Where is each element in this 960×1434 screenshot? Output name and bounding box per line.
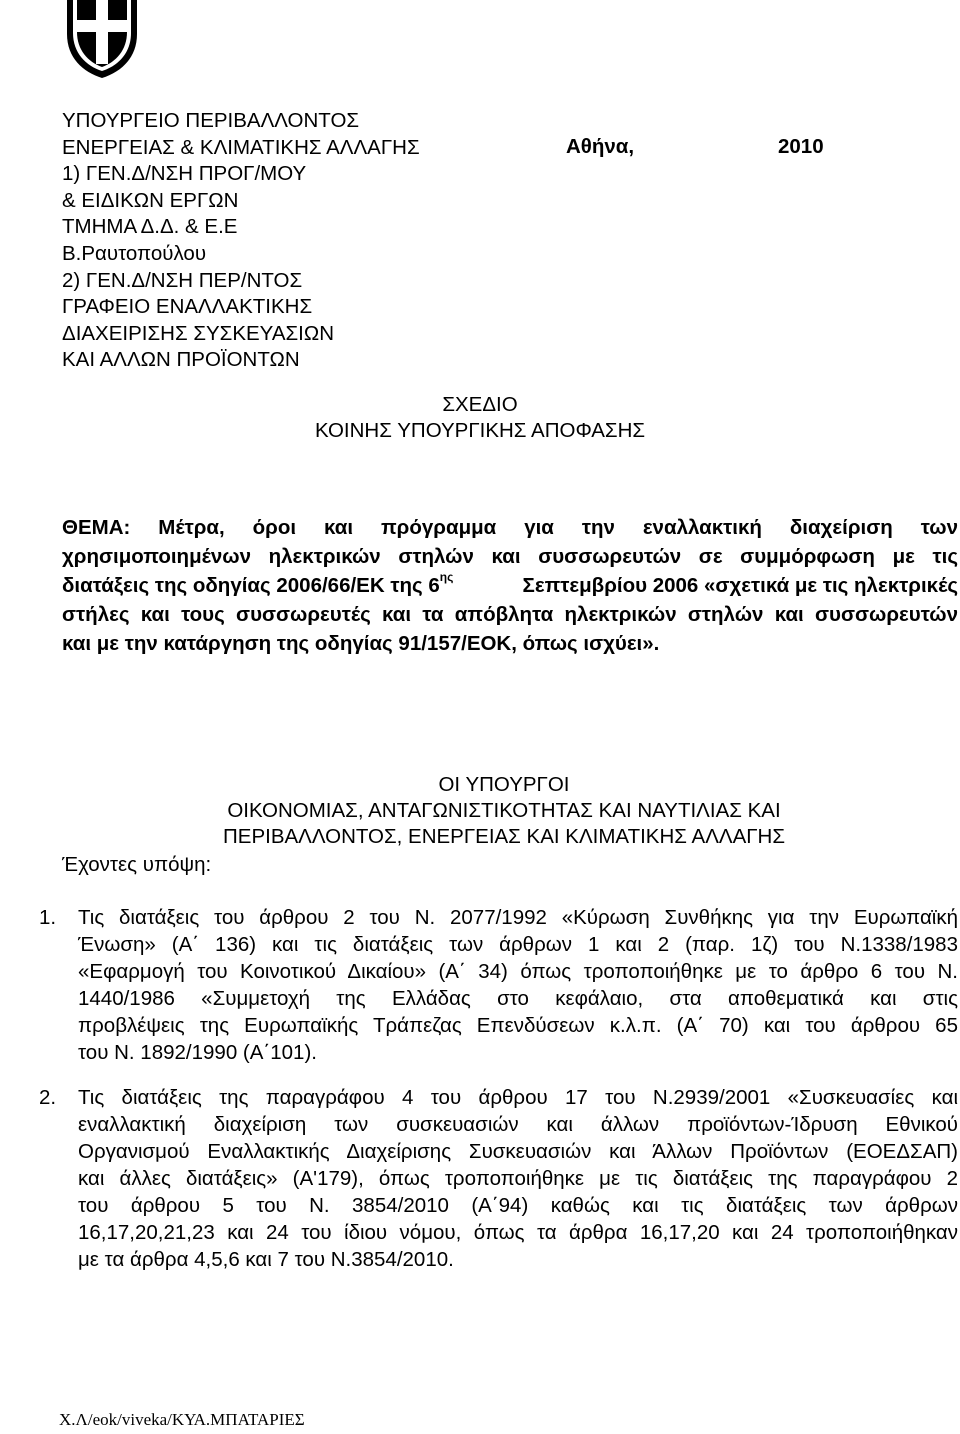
- item-line: Ένωση» (Α΄ 136) και τις διατάξεις των άρθρων 1 και 2 (παρ. 1ζ) του Ν.1338/1983: [78, 933, 958, 956]
- item-line: Οργανισμού Εναλλακτικής Διαχείρισης Συσκευασιών και Άλλων Προϊόντων (ΕΟΕΔΣΑΠ): [78, 1140, 958, 1163]
- sender-line: 1) ΓΕΝ.Δ/ΝΣΗ ΠΡΟΓ/ΜΟΥ: [62, 162, 307, 186]
- item-number: 1.: [39, 906, 57, 929]
- item-line: προβλέψεις της Ευρωπαϊκής Τράπεζας Επενδύσεων κ.λ.π. (Α΄ 70) και του άρθρου 65: [78, 1014, 958, 1037]
- sender-line: ΚΑΙ ΑΛΛΩΝ ΠΡΟΪΟΝΤΩΝ: [62, 348, 300, 372]
- item-line: του άρθρου 5 του Ν. 3854/2010 (Α΄94) καθώς και τις διατάξεις των άρθρων: [78, 1194, 958, 1217]
- sender-line: ΕΝΕΡΓΕΙΑΣ & ΚΛΙΜΑΤΙΚΗΣ ΑΛΛΑΓΗΣ: [62, 135, 420, 159]
- date-year: 2010: [778, 135, 824, 158]
- sender-line: Β.Ραυτοπούλου: [62, 241, 207, 265]
- sender-line: ΓΡΑΦΕΙΟ ΕΝΑΛΛΑΚΤΙΚΗΣ: [62, 295, 313, 319]
- ministers-title: ΟΙ ΥΠΟΥΡΓΟΙ: [438, 773, 570, 796]
- sender-line: ΔΙΑΧΕΙΡΙΣΗΣ ΣΥΣΚΕΥΑΣΙΩΝ: [62, 321, 335, 345]
- place-label: Αθήνα,: [566, 135, 635, 158]
- sender-line: ΤΜΗΜΑ Δ.Δ. & Ε.Ε: [62, 215, 238, 239]
- item-line: «Εφαρμογή του Κοινοτικού Δικαίου» (Α΄ 34) όπως τροποποιήθηκε με το άρθρο 6 του Ν.: [78, 960, 958, 983]
- item-line: 1440/1986 «Συμμετοχή της Ελλάδας στο κεφάλαιο, στα αποθεματικά και στις: [78, 987, 958, 1010]
- subject-line: στήλες και τους συσσωρευτές και τα απόβλητα ηλεκτρικών στηλών και συσσωρευτών: [62, 603, 958, 626]
- subject-line: [62, 570, 958, 598]
- subject-line: και με την κατάργηση της οδηγίας 91/157/ΕΟΚ, όπως ισχύει».: [62, 632, 660, 655]
- draft-heading: ΣΧΕΔΙΟ: [442, 393, 518, 416]
- ordinal-suffix: ης: [439, 570, 454, 584]
- item-line: 16,17,20,21,23 και 24 του ίδιου νόμου, όπως τα άρθρα 16,17,20 και 24 τροποποιήθηκαν: [78, 1221, 958, 1244]
- sender-line: 2) ΓΕΝ.Δ/ΝΣΗ ΠΕΡ/ΝΤΟΣ: [62, 268, 303, 292]
- subject-line: ΘΕΜΑ: Μέτρα, όροι και πρόγραμμα για την εναλλακτική διαχείριση των: [62, 516, 958, 539]
- ministers-line: ΟΙΚΟΝΟΜΙΑΣ, ΑΝΤΑΓΩΝΙΣΤΙΚΟΤΗΤΑΣ ΚΑΙ ΝΑΥΤΙΛΙΑΣ ΚΑΙ: [227, 799, 781, 822]
- item-line: εναλλακτική διαχείριση των συσκευασιών και άλλων προϊόντων-Ίδρυση Εθνικού: [78, 1113, 958, 1136]
- decision-heading: ΚΟΙΝΗΣ ΥΠΟΥΡΓΙΚΗΣ ΑΠΟΦΑΣΗΣ: [314, 419, 646, 442]
- item-number: 2.: [39, 1086, 57, 1109]
- item-line: με τα άρθρα 4,5,6 και 7 του Ν.3854/2010.: [78, 1248, 454, 1271]
- subject-line: χρησιμοποιημένων ηλεκτρικών στηλών και συσσωρευτών σε συμμόρφωση με τις: [62, 545, 958, 568]
- sender-line: & ΕΙΔΙΚΩΝ ΕΡΓΩΝ: [62, 188, 239, 212]
- item-line: του Ν. 1892/1990 (Α΄101).: [78, 1041, 317, 1064]
- footer-file-path: Χ.Λ/eok/viveka/ΚΥΑ.ΜΠΑΤΑΡΙΕΣ: [59, 1410, 305, 1429]
- subject-line-part: [62, 570, 454, 598]
- ministers-line: ΠΕΡΙΒΑΛΛΟΝΤΟΣ, ΕΝΕΡΓΕΙΑΣ ΚΑΙ ΚΛΙΜΑΤΙΚΗΣ ΑΛΛΑΓΗΣ: [222, 825, 786, 848]
- greek-coat-of-arms-icon: [61, 0, 143, 78]
- subject-line-rest: Σεπτεμβρίου 2006 «σχετικά με τις ηλεκτρικές: [522, 574, 958, 597]
- item-line: Τις διατάξεις του άρθρου 2 του Ν. 2077/1992 «Κύρωση Συνθήκης για την Ευρωπαϊκή: [78, 906, 958, 929]
- item-line: Τις διατάξεις της παραγράφου 4 του άρθρου 17 του Ν.2939/2001 «Συσκευασίες και: [78, 1086, 958, 1109]
- item-line: και άλλες διατάξεις» (Α'179), όπως τροποποιήθηκε με τις διατάξεις της παραγράφου 2: [78, 1167, 958, 1190]
- subject-text: διατάξεις της οδηγίας 2006/66/ΕΚ της 6: [62, 574, 440, 597]
- sender-line: ΥΠΟΥΡΓΕΙΟ ΠΕΡΙΒΑΛΛΟΝΤΟΣ: [62, 109, 360, 132]
- sender-block: [62, 108, 420, 374]
- having-regard-label: Έχοντες υπόψη:: [62, 853, 212, 876]
